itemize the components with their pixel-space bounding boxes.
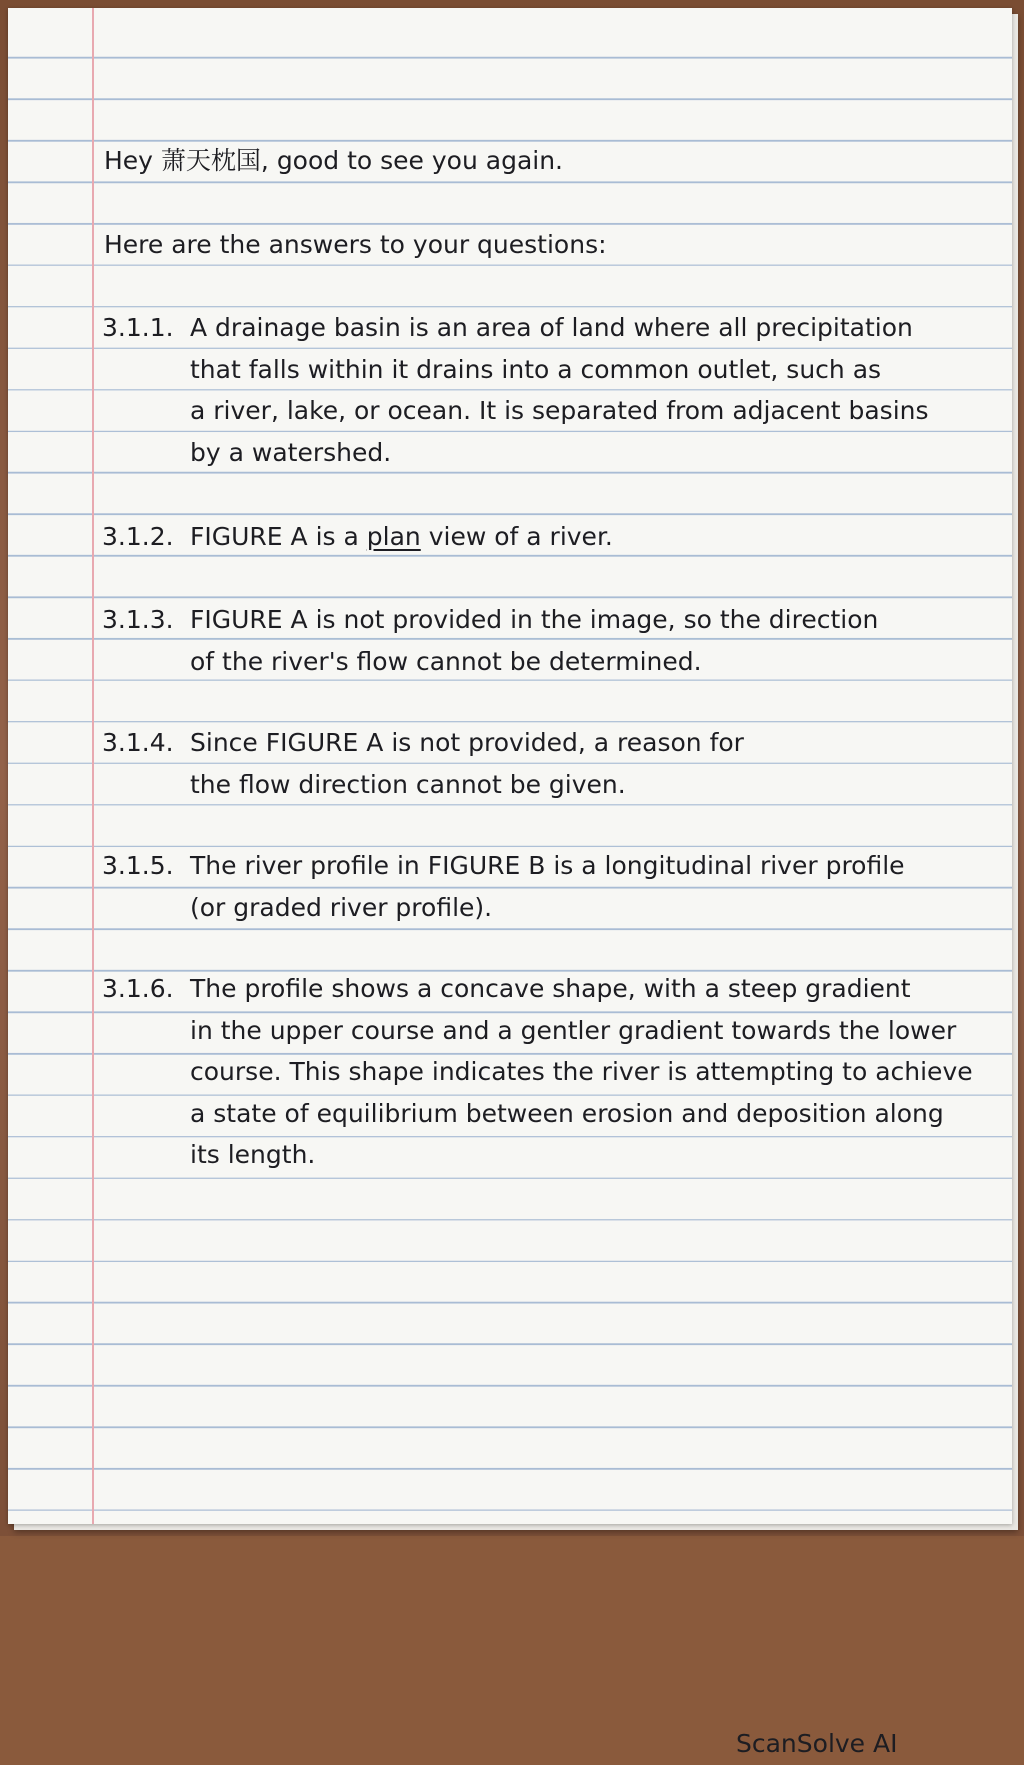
answer-number: 3.1.5. bbox=[102, 851, 174, 880]
answer-line: its length. bbox=[190, 1140, 316, 1169]
answer-line: by a watershed. bbox=[190, 437, 392, 467]
answer-line: a state of equilibrium between erosion and deposition along bbox=[190, 1098, 944, 1128]
answer-line: of the river's flow cannot be determined. bbox=[190, 646, 702, 676]
notebook-page bbox=[8, 8, 1012, 1758]
brand-label: ScanSolve AI bbox=[736, 1729, 898, 1758]
answer-line: course. This shape indicates the river is attempting to achieve bbox=[190, 1057, 973, 1086]
margin-line bbox=[92, 8, 94, 1524]
answer-line: a river, lake, or ocean. It is separated from adjacent basins bbox=[190, 396, 929, 425]
answer-line: Since FIGURE A is not provided, a reason for bbox=[190, 728, 744, 757]
answer-number: 3.1.1. bbox=[102, 313, 174, 342]
answer-line: in the upper course and a gentler gradient towards the lower bbox=[190, 1015, 957, 1045]
answer-line: The river profile in FIGURE B is a longitudinal river profile bbox=[190, 851, 905, 880]
underlined-word: plan bbox=[366, 522, 421, 551]
answer-number: 3.1.6. bbox=[102, 974, 174, 1003]
answer-line: (or graded river profile). bbox=[190, 892, 493, 922]
answer-line: FIGURE A is not provided in the image, so the direction bbox=[190, 605, 879, 634]
answer-line: The profile shows a concave shape, with a steep gradient bbox=[190, 974, 911, 1003]
answer-line: the flow direction cannot be given. bbox=[190, 769, 626, 799]
answer-line bbox=[190, 516, 613, 558]
answer-number: 3.1.4. bbox=[102, 728, 174, 757]
answer-line: A drainage basin is an area of land where all precipitation bbox=[190, 313, 913, 342]
intro-text: Here are the answers to your questions: bbox=[104, 230, 607, 259]
answer-line: that falls within it drains into a common outlet, such as bbox=[190, 354, 882, 384]
answer-text-before: FIGURE A is a bbox=[190, 522, 367, 551]
answer-text-after: view of a river. bbox=[420, 522, 613, 551]
greeting-text: Hey 萧天枕国, good to see you again. bbox=[104, 146, 563, 175]
answer-number: 3.1.3. bbox=[102, 605, 174, 634]
answer-number: 3.1.2. bbox=[102, 522, 174, 551]
